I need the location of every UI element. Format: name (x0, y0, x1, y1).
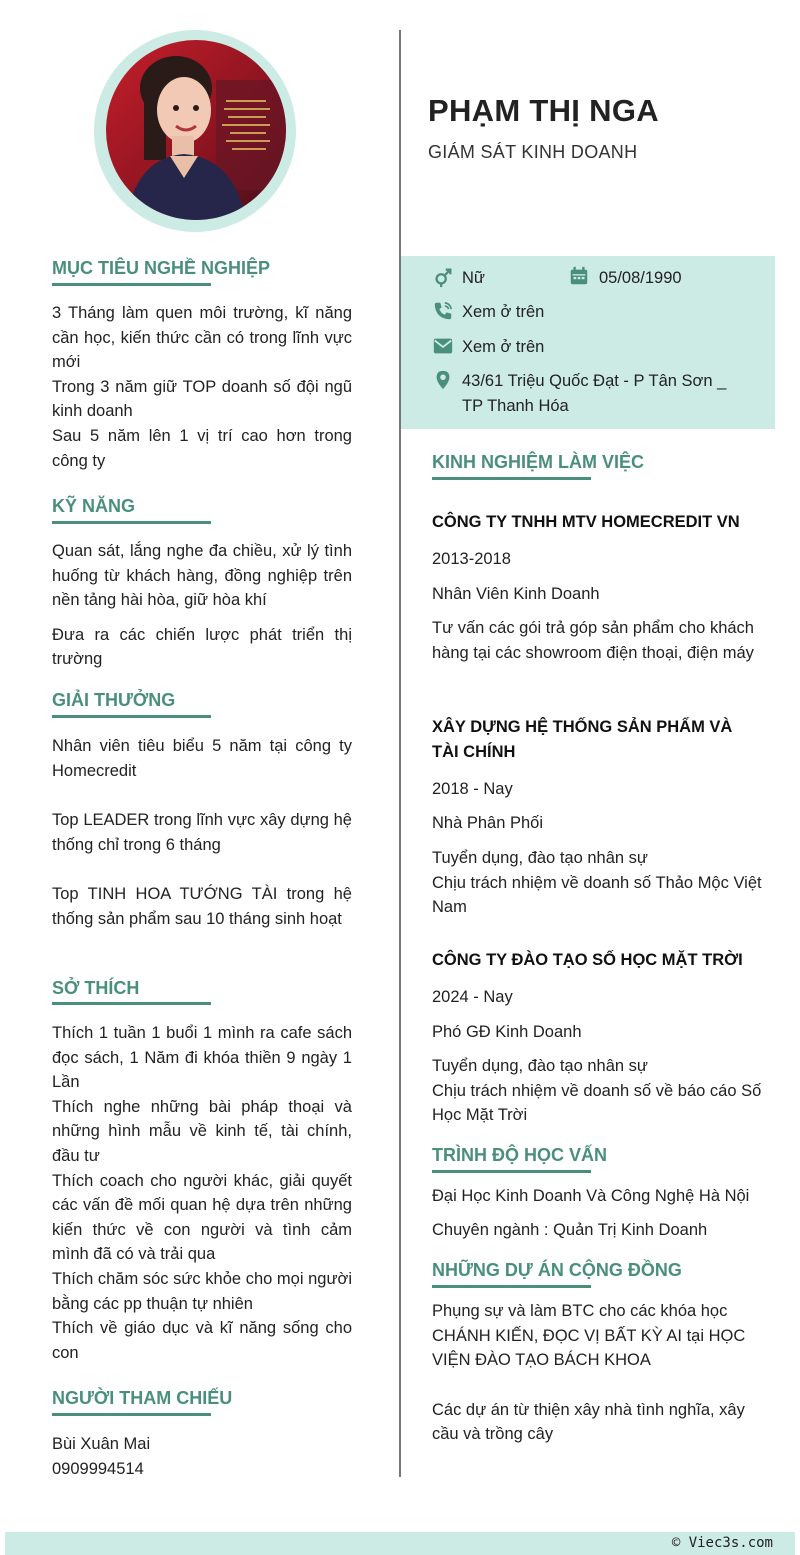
references-heading: NGƯỜI THAM CHIẾU (52, 1388, 233, 1408)
award-item: Top TINH HOA TƯỚNG TÀI trong hệ thống sản phẩm sau 10 tháng sinh hoạt (52, 885, 352, 928)
job-description (432, 1054, 762, 1128)
community-item: Phụng sự và làm BTC cho các khóa học CHÁNH KIẾN, ĐỌC VỊ BẤT KỲ AI tại HỌC VIỆN ĐÀO TẠO BÁCH KHOA (432, 1302, 746, 1370)
community-heading: NHỮNG DỰ ÁN CỘNG ĐỒNG (432, 1260, 682, 1280)
job-position: Nhân Viên Kinh Doanh (432, 585, 600, 603)
objective-item: Sau 5 năm lên 1 vị trí cao hơn trong công ty (52, 426, 352, 470)
location-icon (432, 369, 454, 391)
phone-icon (432, 300, 454, 322)
dob-value: 05/08/1990 (599, 269, 682, 287)
hobby-item: Thích về giáo dục và kĩ năng sống cho con (52, 1319, 352, 1362)
job-desc-line: Chịu trách nhiệm về doanh số Thảo Mộc Việt Nam (432, 873, 762, 917)
job-period: 2024 - Nay (432, 988, 513, 1006)
job-company: CÔNG TY TNHH MTV HOMECREDIT VN (432, 513, 740, 531)
award-item: Nhân viên tiêu biểu 5 năm tại công ty Homecredit (52, 737, 352, 780)
objective-list (52, 301, 352, 473)
job-period: 2018 - Nay (432, 780, 513, 798)
job-period: 2013-2018 (432, 550, 511, 568)
reference-phone: 0909994514 (52, 1459, 144, 1478)
experience-underline (432, 477, 591, 480)
awards-underline (52, 715, 211, 718)
address-line-1: 43/61 Triệu Quốc Đạt - P Tân Sơn _ (462, 372, 727, 390)
hobby-item: Thích coach cho người khác, giải quyết các vấn đề mối quan hệ dựa trên những kiến thức về con người và tình cảm mình đã có và trải qua (52, 1171, 352, 1264)
job-desc-line: Tuyển dụng, đào tạo nhân sự (432, 849, 648, 867)
job-desc-line: Tư vấn các gói trả góp sản phẩm cho khách hàng tại các showroom điện thoại, điện máy (432, 619, 754, 662)
education-heading: TRÌNH ĐỘ HỌC VẤN (432, 1145, 607, 1165)
skills-list (52, 539, 352, 672)
avatar (106, 40, 286, 220)
job-company: CÔNG TY ĐÀO TẠO SỐ HỌC MẶT TRỜI (432, 951, 743, 969)
hobby-item: Thích 1 tuần 1 buổi 1 mình ra cafe sách đọc sách, 1 Năm đi khóa thiền 9 ngày 1 Lần (52, 1024, 352, 1092)
skill-item: Quan sát, lắng nghe đa chiều, xử lý tình huống từ khách hàng, đồng nghiệp trên nền tảng hài hòa, giữ hòa khí (52, 542, 352, 610)
hobby-item: Thích chăm sóc sức khỏe cho mọi người bằng các pp thuận tự nhiên (52, 1269, 352, 1313)
job-position: Phó GĐ Kinh Doanh (432, 1023, 582, 1041)
calendar-icon (568, 265, 590, 287)
award-item: Top LEADER trong lĩnh vực xây dựng hệ thống chỉ trong 6 tháng (52, 811, 352, 854)
profile-name: PHẠM THỊ NGA (428, 93, 659, 128)
job-description (432, 846, 762, 920)
profile-title: GIÁM SÁT KINH DOANH (428, 142, 638, 162)
objective-underline (52, 283, 211, 286)
hobbies-heading: SỞ THÍCH (52, 978, 140, 998)
job-position: Nhà Phân Phối (432, 814, 543, 832)
education-major: Chuyên ngành : Quản Trị Kinh Doanh (432, 1221, 708, 1239)
skill-item: Đưa ra các chiến lược phát triển thị trường (52, 625, 352, 669)
awards-list (52, 734, 352, 932)
job-desc-line: Tuyển dụng, đào tạo nhân sự (432, 1057, 648, 1075)
column-divider (399, 30, 401, 1477)
gender-value: Nữ (462, 269, 485, 287)
job-company: XÂY DỰNG HỆ THỐNG SẢN PHẨM VÀ TÀI CHÍNH (432, 718, 733, 761)
objective-heading: MỤC TIÊU NGHỀ NGHIỆP (52, 258, 271, 278)
education-underline (432, 1170, 591, 1173)
hobbies-list (52, 1021, 352, 1365)
phone-value: Xem ở trên (462, 303, 545, 321)
experience-heading: KINH NGHIỆM LÀM VIỆC (432, 452, 645, 472)
email-value: Xem ở trên (462, 338, 545, 356)
job-description (432, 616, 762, 665)
hobby-item: Thích nghe những bài pháp thoại và những hình mẫu về kinh tế, tài chính, đầu tư (52, 1097, 352, 1165)
hobbies-underline (52, 1002, 211, 1005)
job-desc-line: Chịu trách nhiệm về doanh số về báo cáo Số Học Mặt Trời (432, 1081, 762, 1125)
objective-item: Trong 3 năm giữ TOP doanh số đội ngũ kinh doanh (52, 377, 352, 421)
address-line-2: TP Thanh Hóa (462, 397, 569, 415)
reference-name: Bùi Xuân Mai (52, 1435, 151, 1453)
awards-heading: GIẢI THƯỞNG (52, 690, 176, 710)
community-item: Các dự án từ thiện xây nhà tình nghĩa, xây cầu và trồng cây (432, 1400, 745, 1444)
references-underline (52, 1413, 211, 1416)
gender-icon (432, 266, 454, 288)
education-school: Đại Học Kinh Doanh Và Công Nghệ Hà Nội (432, 1187, 750, 1205)
skills-heading: KỸ NĂNG (52, 496, 136, 516)
objective-item: 3 Tháng làm quen môi trường, kĩ năng cần học, kiến thức cần có trong lĩnh vực mới (52, 304, 352, 372)
footer-credit: © Viec3s.com (671, 1535, 773, 1551)
references-block (52, 1432, 352, 1481)
mail-icon (432, 335, 454, 357)
community-underline (432, 1285, 591, 1288)
community-list (432, 1299, 762, 1447)
skills-underline (52, 521, 211, 524)
